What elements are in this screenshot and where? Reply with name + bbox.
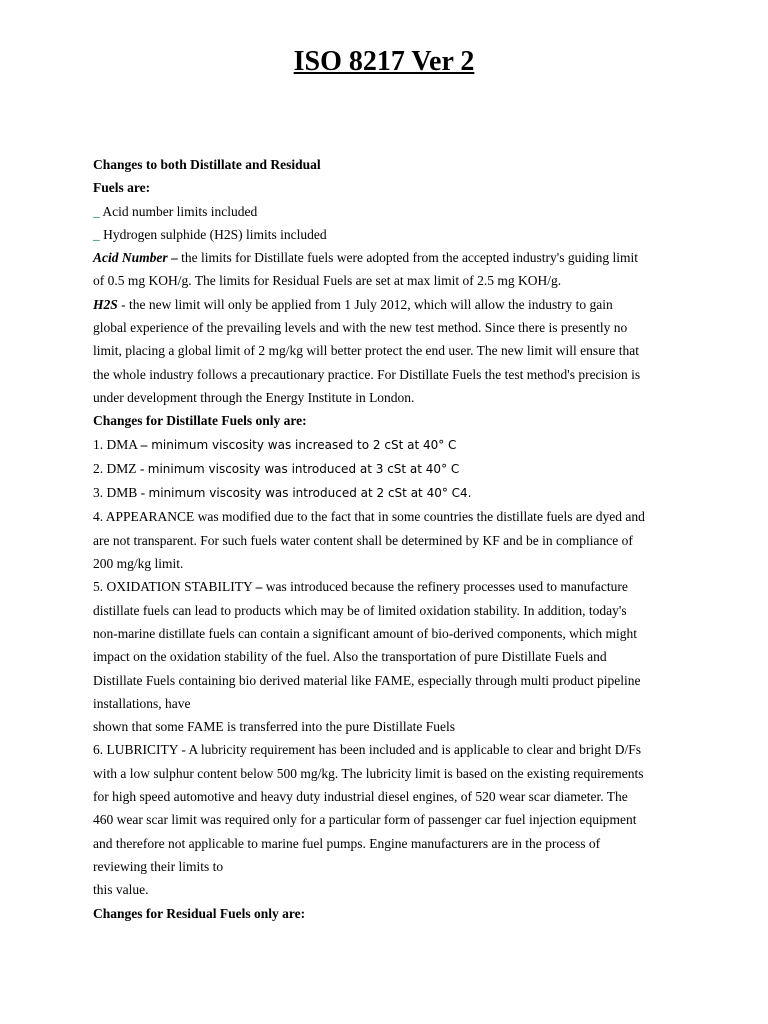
dmb-item (93, 481, 683, 505)
dma-prefix: 1. DMA (93, 436, 141, 452)
appearance-line-2: are not transparent. For such fuels water content shall be determined by KF and be in compliance of (93, 532, 633, 548)
appearance-line-3: 200 mg/kg limit. (93, 556, 184, 572)
dma-dash: – (140, 436, 148, 452)
lubricity-line-3: for high speed automotive and heavy duty industrial diesel engines, of 520 wear scar diameter. The (93, 789, 628, 805)
h2s-text: - the new limit will only be applied from 1 July 2012, which will allow the industry to gain (117, 296, 613, 312)
bullet-mark: _ (93, 226, 100, 242)
h2s-term: H2S (93, 296, 118, 312)
lubricity-line-4: 460 wear scar limit was required only for a particular form of passenger car fuel injection equipment (93, 812, 637, 828)
oxidation-line-1 (93, 575, 683, 598)
document-title: ISO 8217 Ver 2 (293, 46, 475, 77)
oxidation-line-3: non-marine distillate fuels can contain a significant amount of bio-derived components, which might (93, 625, 637, 641)
lubricity-line-7: this value. (93, 882, 149, 898)
dmz-prefix: 2. DMZ - (93, 460, 148, 476)
lubricity-line-1: 6. LUBRICITY - A lubricity requirement has been included and is applicable to clear and bright D/Fs (93, 742, 641, 758)
oxidation-line-7: shown that some FAME is transferred into the pure Distillate Fuels (93, 719, 455, 735)
oxidation-text: was introduced because the refinery processes used to manufacture (262, 579, 628, 595)
distillate-heading: Changes for Distillate Fuels only are: (93, 413, 307, 429)
lubricity-line-6: reviewing their limits to (93, 858, 224, 874)
intro-heading-line-1: Changes to both Distillate and Residual (93, 157, 321, 172)
dma-text: minimum viscosity was increased to 2 cSt at 40° C (147, 437, 457, 452)
h2s-paragraph-line-2: global experience of the prevailing levels and with the new test method. Since there is presently no (93, 320, 628, 336)
oxidation-line-2: distillate fuels can lead to products which may be of limited oxidation stability. In addition, today's (93, 602, 627, 618)
dmz-text: minimum viscosity was introduced at 3 cSt at 40° C (147, 461, 460, 476)
bullet-text: Hydrogen sulphide (H2S) limits included (103, 226, 327, 242)
acid-number-paragraph-line-2: of 0.5 mg KOH/g. The limits for Residual Fuels are set at max limit of 2.5 mg KOH/g. (93, 273, 562, 289)
oxidation-prefix: 5. OXIDATION STABILITY (93, 579, 256, 595)
dmb-text: minimum viscosity was introduced at 2 cSt at 40° C4. (148, 486, 472, 501)
lubricity-line-2: with a low sulphur content below 500 mg/kg. The lubricity limit is based on the existing requirements (93, 765, 644, 781)
bullet-text: Acid number limits included (102, 203, 258, 219)
oxidation-line-5: Distillate Fuels containing bio derived material like FAME, especially through multi product pipeline (93, 672, 641, 688)
dmb-prefix: 3. DMB - (93, 485, 149, 501)
bullet-mark: _ (93, 203, 100, 219)
h2s-paragraph-line-5: under development through the Energy Institute in London. (93, 389, 415, 405)
acid-number-term: Acid Number (93, 250, 168, 266)
dmz-item (93, 457, 683, 481)
appearance-line-1: 4. APPEARANCE was modified due to the fact that in some countries the distillate fuels are dyed and (93, 509, 645, 525)
oxidation-line-4: impact on the oxidation stability of the fuel. Also the transportation of pure Distillate Fuels and (93, 649, 607, 665)
oxidation-dash: – (255, 579, 263, 595)
oxidation-line-6: installations, have (93, 695, 191, 711)
acid-number-text: the limits for Distillate fuels were adopted from the accepted industry's guiding limit (181, 250, 638, 266)
lubricity-line-5: and therefore not applicable to marine fuel pumps. Engine manufacturers are in the process of (93, 835, 601, 851)
bullet-item (93, 200, 683, 223)
h2s-paragraph-line-3: limit, placing a global limit of 2 mg/kg will better protect the end user. The new limit will ensure that (93, 343, 640, 359)
h2s-paragraph-line-4: the whole industry follows a precautionary practice. For Distillate Fuels the test method's precision is (93, 366, 641, 382)
acid-number-dash: – (167, 250, 182, 266)
document-body (93, 153, 683, 925)
bullet-item (93, 223, 683, 246)
h2s-paragraph-line-1 (93, 293, 683, 316)
acid-number-paragraph-line-1 (93, 246, 683, 269)
dma-item (93, 433, 683, 457)
intro-heading-line-2: Fuels are: (93, 180, 151, 196)
residual-heading: Changes for Residual Fuels only are: (93, 905, 306, 921)
